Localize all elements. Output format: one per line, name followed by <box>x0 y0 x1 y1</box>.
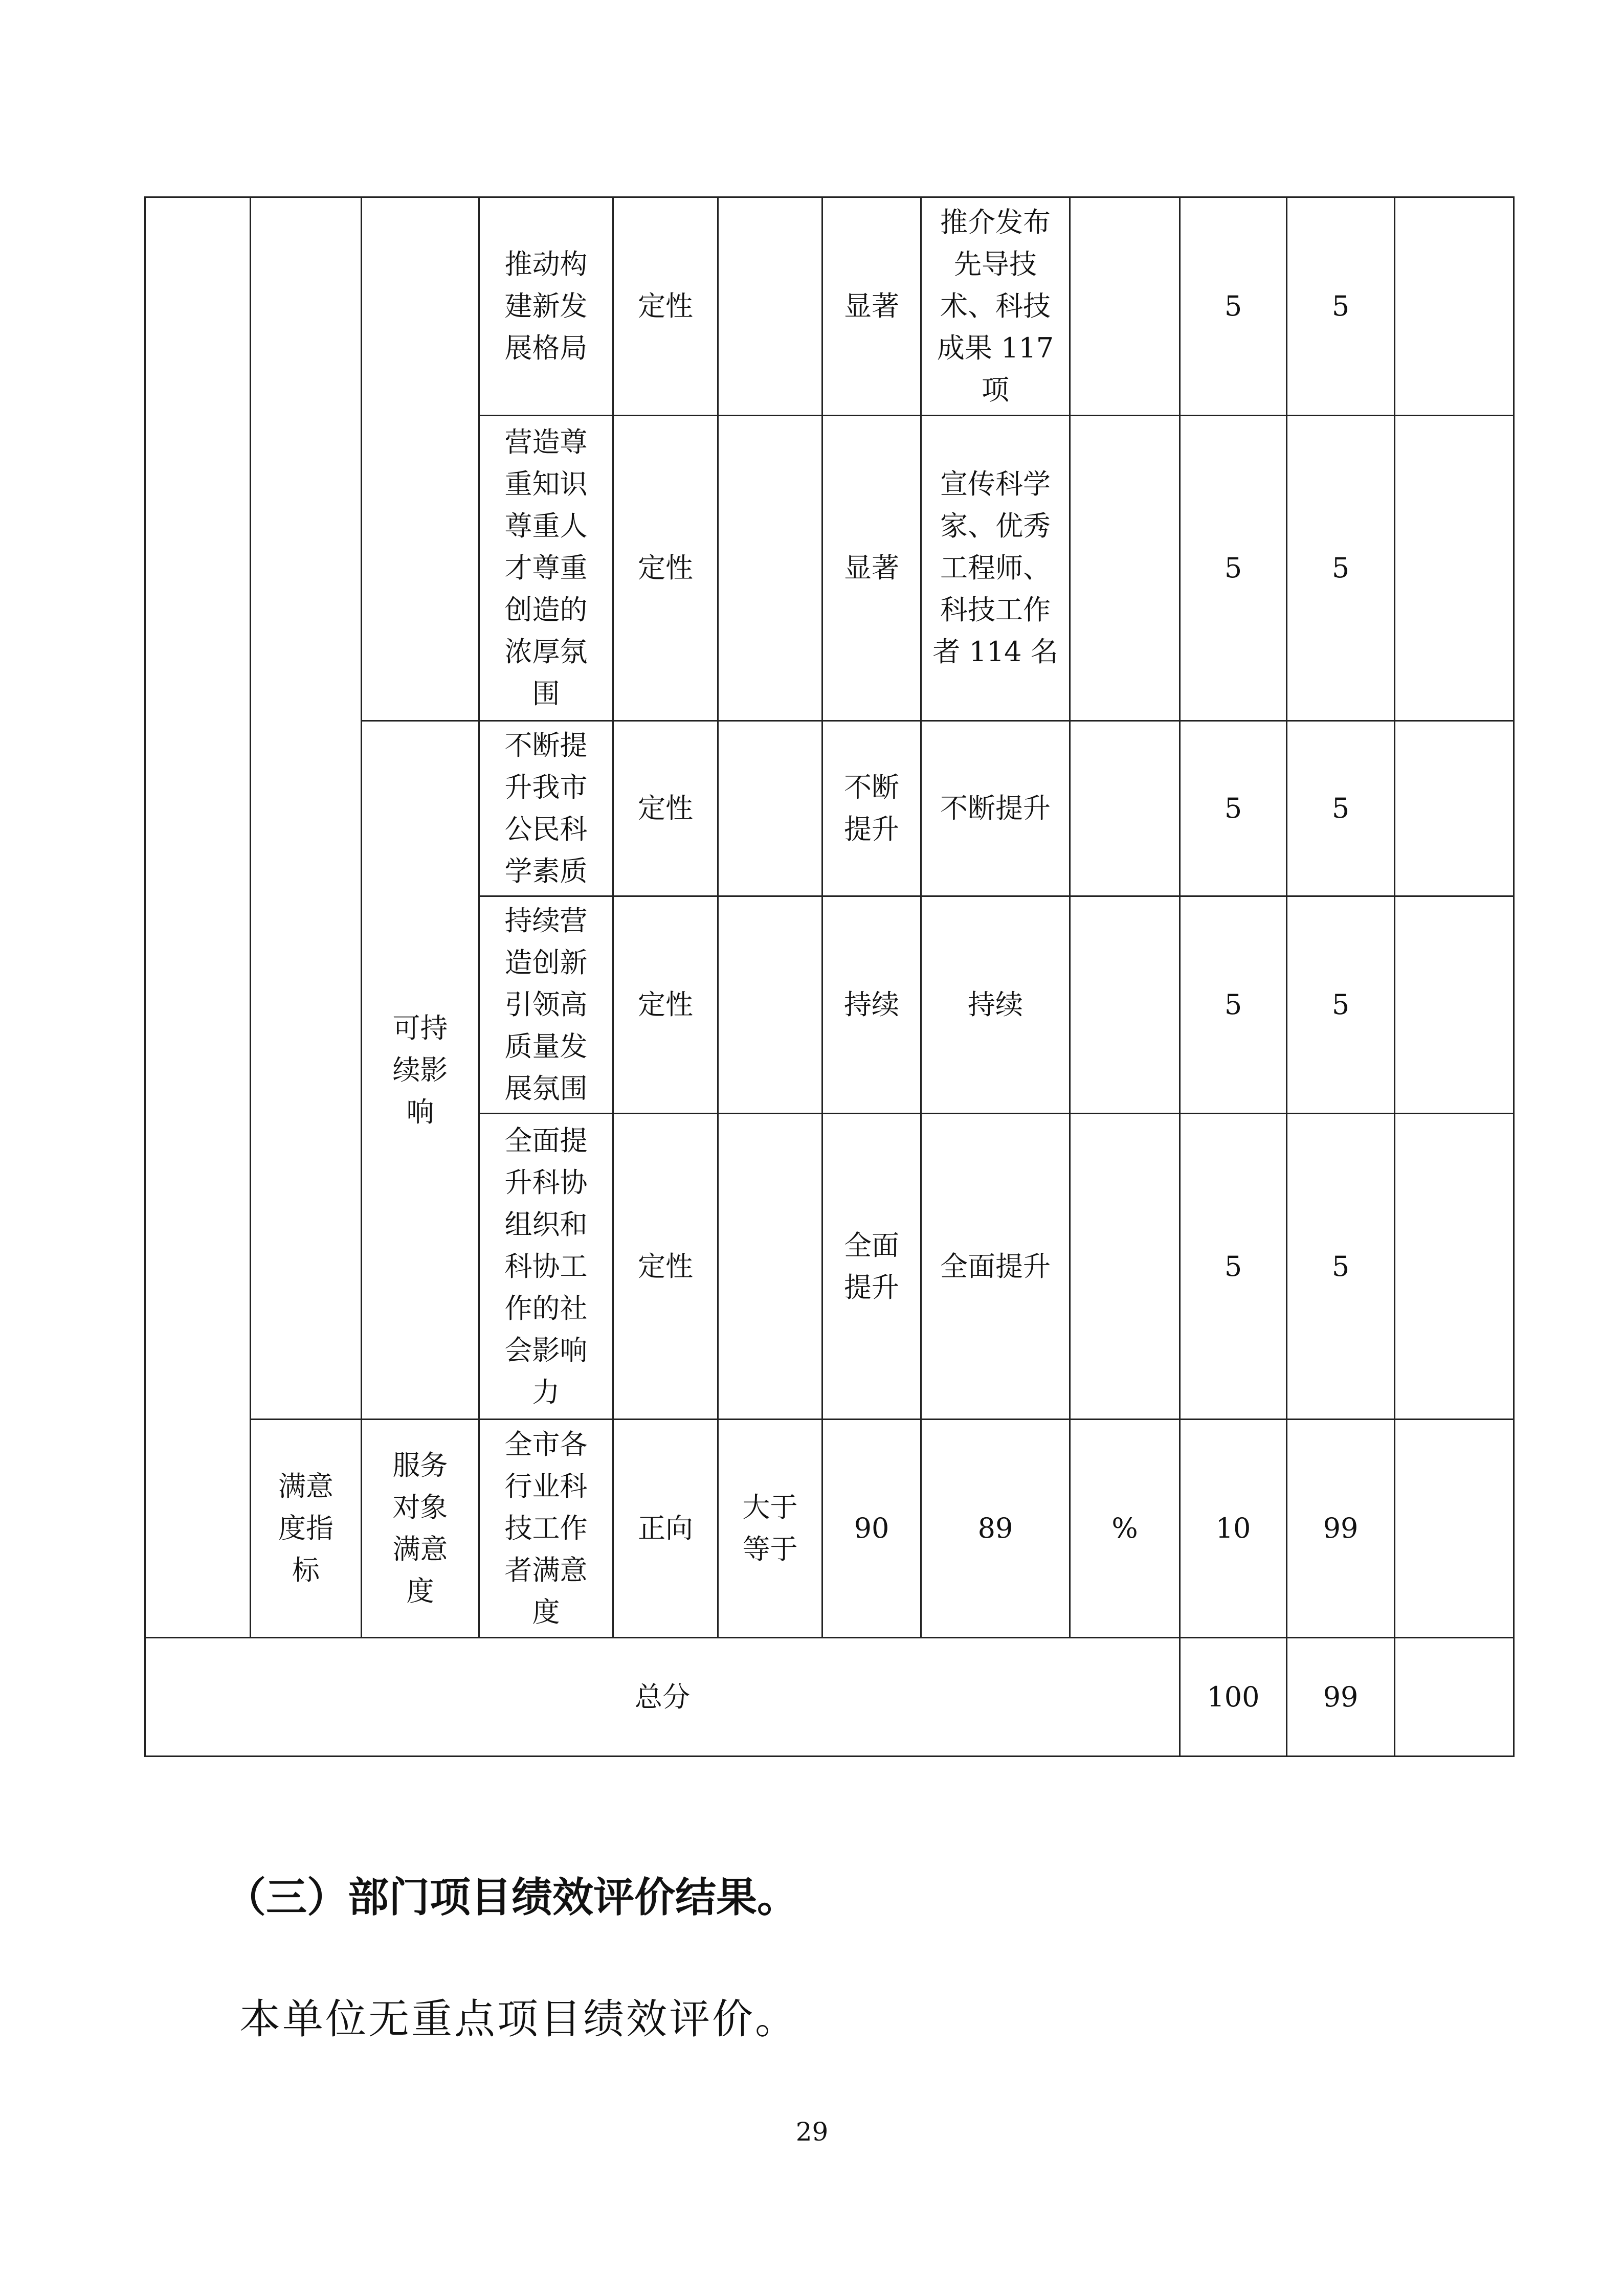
remark-cell <box>1395 416 1514 721</box>
compare-symbol-cell <box>718 1114 822 1420</box>
unit-cell <box>1070 416 1180 721</box>
target-value-cell: 显著 <box>822 197 921 416</box>
section-title: （三）部门项目绩效评价结果。 <box>225 1873 798 1921</box>
target-value-cell: 显著 <box>822 416 921 721</box>
total-label-cell: 总分 <box>145 1638 1180 1757</box>
indicator-nature-cell: 定性 <box>613 1114 718 1420</box>
indicator-name-cell: 不断提 升我市 公民科 学素质 <box>479 721 613 896</box>
page-number: 29 <box>795 2117 829 2147</box>
unit-cell <box>1070 1114 1180 1420</box>
sustainable-impact-cell: 可持 续影 响 <box>362 721 479 1420</box>
target-value-cell: 90 <box>822 1420 921 1638</box>
target-value-cell: 持续 <box>822 896 921 1114</box>
remark-cell <box>1395 1420 1514 1638</box>
actual-value-cell: 持续 <box>921 896 1070 1114</box>
indicator-nature-cell: 正向 <box>613 1420 718 1638</box>
score-cell: 5 <box>1287 721 1395 896</box>
actual-value-cell: 不断提升 <box>921 721 1070 896</box>
total-remark-cell <box>1395 1638 1514 1757</box>
body-text: 本单位无重点项目绩效评价。 <box>239 1995 798 2043</box>
level1-category-cell <box>145 197 251 1638</box>
compare-symbol-cell <box>718 721 822 896</box>
actual-value-cell: 全面提升 <box>921 1114 1070 1420</box>
indicator-name-cell: 持续营 造创新 引领高 质量发 展氛围 <box>479 896 613 1114</box>
unit-cell <box>1070 197 1180 416</box>
target-value-cell: 全面 提升 <box>822 1114 921 1420</box>
indicator-name-cell: 推动构 建新发 展格局 <box>479 197 613 416</box>
total-weight-cell: 100 <box>1180 1638 1287 1757</box>
weight-cell: 5 <box>1180 416 1287 721</box>
total-score-cell: 99 <box>1287 1638 1395 1757</box>
unit-cell: % <box>1070 1420 1180 1638</box>
score-cell: 5 <box>1287 896 1395 1114</box>
compare-symbol-cell <box>718 197 822 416</box>
score-cell: 5 <box>1287 416 1395 721</box>
compare-symbol-cell <box>718 896 822 1114</box>
indicator-nature-cell: 定性 <box>613 197 718 416</box>
target-value-cell: 不断 提升 <box>822 721 921 896</box>
score-cell: 99 <box>1287 1420 1395 1638</box>
remark-cell <box>1395 1114 1514 1420</box>
satisfaction-category-cell: 满意 度指 标 <box>251 1420 362 1638</box>
indicator-name-cell: 全市各 行业科 技工作 者满意 度 <box>479 1420 613 1638</box>
service-satisfaction-cell: 服务 对象 满意 度 <box>362 1420 479 1638</box>
weight-cell: 10 <box>1180 1420 1287 1638</box>
unit-cell <box>1070 721 1180 896</box>
indicator-nature-cell: 定性 <box>613 896 718 1114</box>
indicator-nature-cell: 定性 <box>613 721 718 896</box>
indicator-name-cell: 全面提 升科协 组织和 科协工 作的社 会影响 力 <box>479 1114 613 1420</box>
compare-symbol-cell <box>718 416 822 721</box>
weight-cell: 5 <box>1180 896 1287 1114</box>
table-row <box>145 1420 1514 1638</box>
unit-cell <box>1070 896 1180 1114</box>
level3-category-cell <box>362 197 479 721</box>
indicator-name-cell: 营造尊 重知识 尊重人 才尊重 创造的 浓厚氛 围 <box>479 416 613 721</box>
remark-cell <box>1395 197 1514 416</box>
compare-symbol-cell: 大于 等于 <box>718 1420 822 1638</box>
weight-cell: 5 <box>1180 721 1287 896</box>
indicator-nature-cell: 定性 <box>613 416 718 721</box>
remark-cell <box>1395 721 1514 896</box>
total-row <box>145 1638 1514 1757</box>
actual-value-cell: 宣传科学 家、优秀 工程师、 科技工作 者 114 名 <box>921 416 1070 721</box>
table-row <box>145 197 1514 416</box>
level2-category-cell <box>251 197 362 1420</box>
performance-indicator-table <box>144 196 1515 1757</box>
score-cell: 5 <box>1287 197 1395 416</box>
actual-value-cell: 89 <box>921 1420 1070 1638</box>
actual-value-cell: 推介发布 先导技 术、科技 成果 117 项 <box>921 197 1070 416</box>
score-cell: 5 <box>1287 1114 1395 1420</box>
weight-cell: 5 <box>1180 197 1287 416</box>
weight-cell: 5 <box>1180 1114 1287 1420</box>
remark-cell <box>1395 896 1514 1114</box>
